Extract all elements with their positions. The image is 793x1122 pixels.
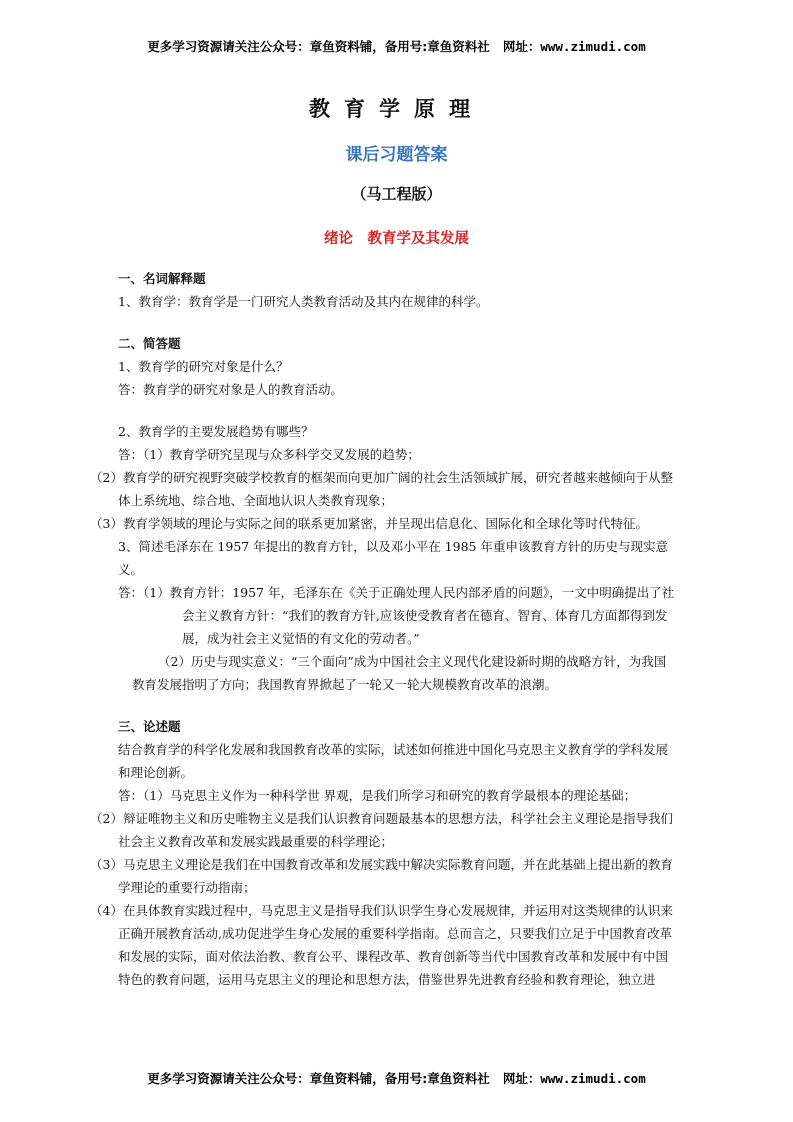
answer-3-part-2: （2）历史与现实意义：“三个面向”成为中国社会主义现代化建设新时期的战略方针，为我国教育发展指明了方向；我国教育界掀起了一轮又一轮大规模教育改革的浪潮。 bbox=[132, 654, 667, 692]
spacer bbox=[118, 313, 678, 332]
answer-2-part-2: （2）教育学的研究视野突破学校教育的框架而向更加广阔的社会生活领域扩展，研究者越来越倾向于从整体上系统地、综合地、全面地认识人类教育现象； bbox=[90, 470, 673, 508]
footer-url[interactable]: www.zimudi.com bbox=[540, 1071, 646, 1086]
spacer bbox=[118, 401, 678, 420]
footer-text: 更多学习资源请关注公众号：章鱼资料铺，备用号:章鱼资料社 bbox=[147, 1071, 490, 1086]
answer-1: 答：教育学的研究对象是人的教育活动。 bbox=[118, 382, 344, 397]
essay-question: 结合教育学的科学化发展和我国教育改革的实际，试述如何推进中国化马克思主义教育学的学科发展和理论创新。 bbox=[118, 742, 669, 780]
answer-2-part-3: （3）教育学领域的理论与实际之间的联系更加紧密，并呈现出信息化、国际化和全球化等时代特征。 bbox=[90, 516, 648, 531]
chapter-title: 绪论 教育学及其发展 bbox=[324, 231, 469, 247]
essay-answer-part-1: 答：（1）马克思主义作为一种科学世 界观，是我们所学习和研究的教育学最根本的理论基础； bbox=[118, 788, 637, 803]
question-1: 1、教育学的研究对象是什么？ bbox=[118, 359, 289, 374]
header-url[interactable]: www.zimudi.com bbox=[540, 39, 646, 54]
document-title: 教育学原理 bbox=[309, 97, 484, 121]
answer-2-part-1: 答：（1）教育学研究呈现与众多科学交叉发展的趋势； bbox=[118, 447, 420, 462]
main-content bbox=[90, 267, 678, 991]
section-heading-definitions: 一、名词解释题 bbox=[118, 271, 206, 286]
section-heading-short-answer: 二、简答题 bbox=[118, 336, 181, 351]
essay-answer-part-2: （2）辩证唯物主义和历史唯物主义是我们认识教育问题最基本的思想方法，科学社会主义理论是指导我们社会主义教育改革和发展实践最重要的科学理论； bbox=[90, 811, 673, 849]
document-subtitle: 课后习题答案 bbox=[345, 145, 448, 165]
definition-item: 1、教育学：教育学是一门研究人类教育活动及其内在规律的科学。 bbox=[118, 294, 489, 309]
essay-answer-part-3: （3）马克思主义理论是我们在中国教育改革和发展实践中解决实际教育问题，并在此基础上提出新的教育学理论的重要行动指南； bbox=[90, 857, 673, 895]
page-footer bbox=[0, 1069, 793, 1087]
page-header bbox=[0, 37, 793, 55]
question-3: 3、简述毛泽东在 1957 年提出的教育方针，以及邓小平在 1985 年重申该教育方针的历史与现实意义。 bbox=[118, 539, 668, 577]
spacer bbox=[118, 696, 678, 715]
footer-url-label: 网址： bbox=[502, 1071, 541, 1086]
header-text: 更多学习资源请关注公众号：章鱼资料铺，备用号:章鱼资料社 bbox=[147, 39, 490, 54]
section-heading-essay: 三、论述题 bbox=[118, 719, 181, 734]
essay-answer-part-4: （4）在具体教育实践过程中，马克思主义是指导我们认识学生身心发展规律，并运用对这类规律的认识来正确开展教育活动,成功促进学生身心发展的重要科学指南。总而言之，只要我们立足于中国教育改革和发展的实际，面对依法治教、教育公平、课程改革、教育创新等当代中国教育改革和发展中有中国特色的教育问题，运用马克思主义的理论和思想方法，借鉴世界先进教育经验和教育理论，独立进 bbox=[90, 903, 673, 987]
header-url-label: 网址： bbox=[502, 39, 541, 54]
answer-3-part-1: 答：（1）教育方针：1957 年，毛泽东在《关于正确处理人民内部矛盾的问题》，一文中明确提出了社会主义教育方针：“我们的教育方针,应该使受教育者在德育、智育、体育几方面都得到发展，成为社会主义觉悟的有文化的劳动者。” bbox=[118, 585, 675, 646]
question-2: 2、教育学的主要发展趋势有哪些？ bbox=[118, 424, 314, 439]
edition-label: （马工程版） bbox=[351, 185, 442, 203]
